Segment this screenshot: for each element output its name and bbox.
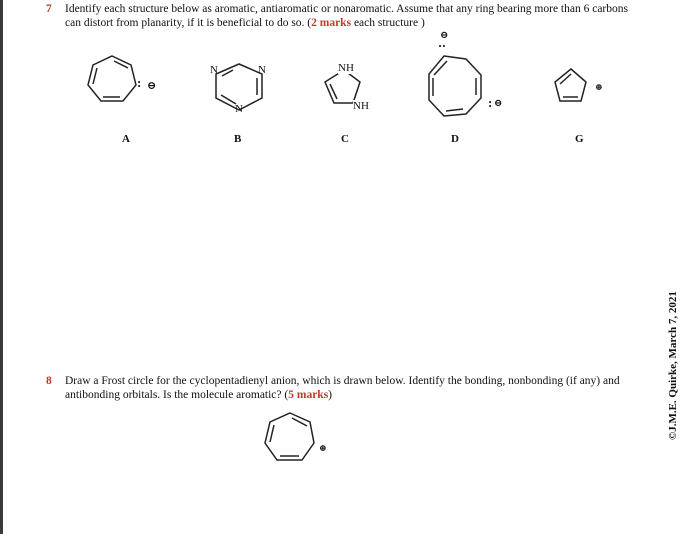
q8-structure-double-bond (270, 425, 274, 442)
lone-pair-dots: : (436, 43, 452, 49)
label-b: B (234, 133, 242, 145)
positive-charge: ⊕ (319, 443, 327, 453)
question-number: 7 (46, 3, 52, 15)
nitrogen-atom: N (235, 103, 243, 115)
question-line: Identify each structure below as aromatic, antiaromatic or nonaromatic. Assume that any ring bearing more than 6 carbons (65, 3, 628, 15)
structure-b-double-bond (221, 95, 236, 104)
marks: 5 marks (288, 388, 329, 401)
marks: 2 marks (311, 16, 352, 29)
question-line: can distort from planarity, if it is beneficial to do so. (2 marks each structure ) (65, 16, 425, 29)
structure-d-ring (429, 56, 481, 116)
q8-structure-ring (265, 413, 314, 460)
structure-d-double-bond (434, 61, 447, 75)
nh-group: NH (338, 62, 354, 74)
structure-c-ring (325, 70, 360, 103)
lone-pair-dots: : (488, 95, 493, 110)
lone-pair-dots: : (137, 75, 142, 90)
structure-a-ring (88, 56, 136, 101)
label-a: A (122, 133, 130, 145)
structure-d-double-bond (446, 109, 463, 111)
label-c: C (341, 133, 349, 145)
label-d: D (451, 133, 459, 145)
negative-charge: ⊖ (440, 30, 449, 41)
negative-charge: ⊖ (147, 80, 157, 92)
structure-a-double-bond (93, 68, 97, 84)
nitrogen-atom: N (210, 64, 218, 76)
question-text (65, 375, 620, 402)
question-number: 8 (46, 375, 52, 387)
copyright-watermark: ©J.M.E. Quirke, March 7, 2021 (667, 291, 679, 440)
question-line: Draw a Frost circle for the cyclopentadienyl anion, which is drawn below. Identify the bonding, nonbonding (if any) and (65, 375, 620, 387)
label-g: G (575, 133, 584, 145)
nitrogen-atom: N (258, 64, 266, 76)
structure-g-double-bond (560, 74, 571, 84)
positive-charge: ⊕ (595, 82, 603, 92)
nh-group: NH (353, 100, 369, 112)
negative-charge: ⊖ (494, 98, 503, 109)
question-line: antibonding orbitals. Is the molecule aromatic? (5 marks) (65, 388, 333, 401)
